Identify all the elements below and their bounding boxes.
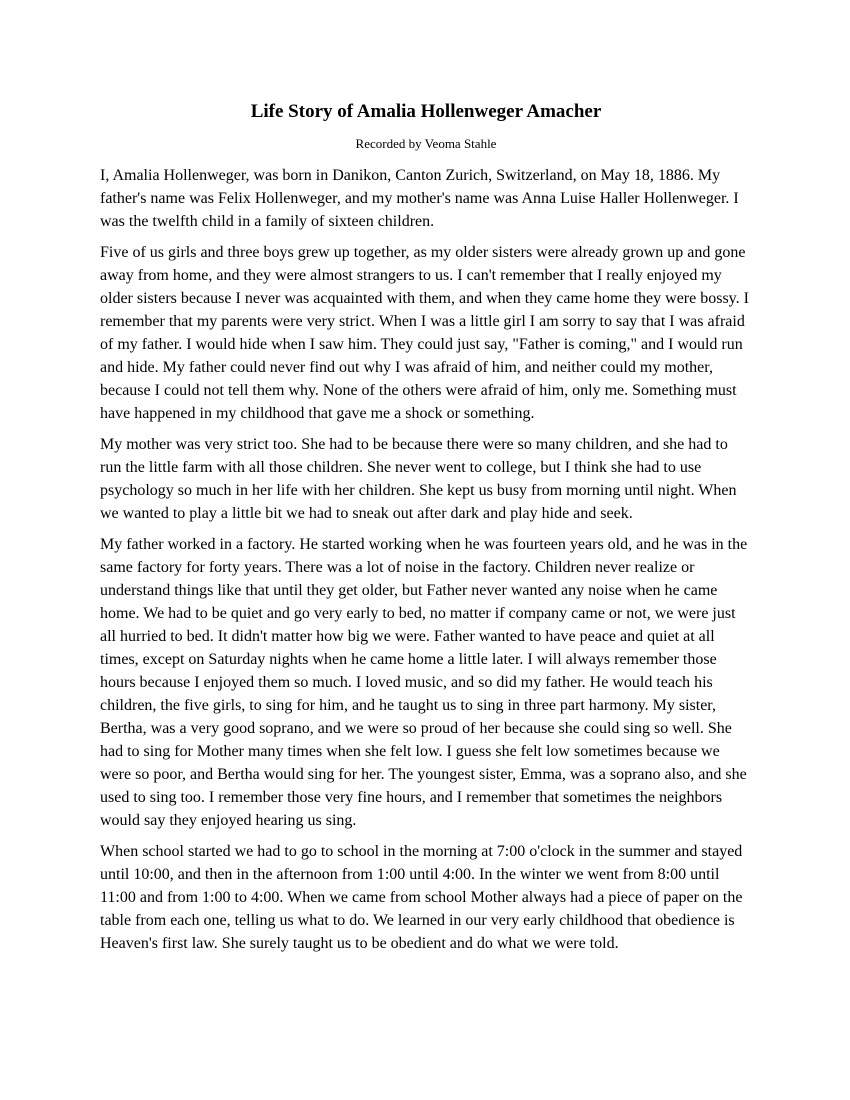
paragraph-5: When school started we had to go to school in the morning at 7:00 o'clock in the summer and stayed until 10:00, and then in the afternoon from 1:00 until 4:00. In the winter we went from 8:00 until 11:00 and from 1:00 to 4:00. When we came from school Mother always had a piece of paper on the table from each one, telling us what to do. We learned in our very early childhood that obedience is Heaven's first law. She surely taught us to be obedient and do what we were told. (100, 843, 743, 952)
paragraph-1: I, Amalia Hollenweger, was born in Danikon, Canton Zurich, Switzerland, on May 18, 1886. My father's name was Felix Hollenweger, and my mother's name was Anna Luise Haller Hollenweger. I was the twelfth child in a family of sixteen children. (100, 167, 739, 230)
document-subtitle: Recorded by Veoma Stahle (355, 136, 497, 151)
document-title: Life Story of Amalia Hollenweger Amacher (250, 101, 602, 122)
paragraph-3: My mother was very strict too. She had to be because there were so many children, and she had to run the little farm with all those children. She never went to college, but I think she had to use psychology so much in her life with her children. She kept us busy from morning until night. When we wanted to play a little bit we had to sneak out after dark and play hide and seek. (100, 436, 737, 522)
document-page (100, 98, 752, 963)
paragraph-4: My father worked in a factory. He started working when he was fourteen years old, and he was in the same factory for forty years. There was a lot of noise in the factory. Children never realize or understand things like that until they get older, but Father never wanted any noise when he came home. We had to be quiet and go very early to bed, no matter if company came or not, we were just all hurried to bed. It didn't matter how big we were. Father wanted to have peace and quiet at all times, except on Saturday nights when he came home a little later. I will always remember those hours because I enjoyed them so much. I loved music, and so did my father. He would teach his children, the five girls, to sing for him, and he taught us to sing in three part harmony. My sister, Bertha, was a very good soprano, and we were so proud of her because she could sing so well. She had to sing for Mother many times when she felt low. I guess she felt low sometimes because we were so poor, and Bertha would sing for her. The youngest sister, Emma, was a soprano also, and she used to sing too. I remember those very fine hours, and I remember that sometimes the neighbors would say they enjoyed hearing us sing. (100, 536, 748, 829)
paragraph-2: Five of us girls and three boys grew up together, as my older sisters were already grown up and gone away from home, and they were almost strangers to us. I can't remember that I really enjoyed my older sisters because I never was acquainted with them, and when they came home they were bossy. I remember that my parents were very strict. When I was a little girl I am sorry to say that I was afraid of my father. I would hide when I saw him. They could just say, "Father is coming," and I would run and hide. My father could never find out why I was afraid of him, and neither could my mother, because I could not tell them why. None of the others were afraid of him, only me. Something must have happened in my childhood that gave me a shock or something. (100, 244, 749, 422)
